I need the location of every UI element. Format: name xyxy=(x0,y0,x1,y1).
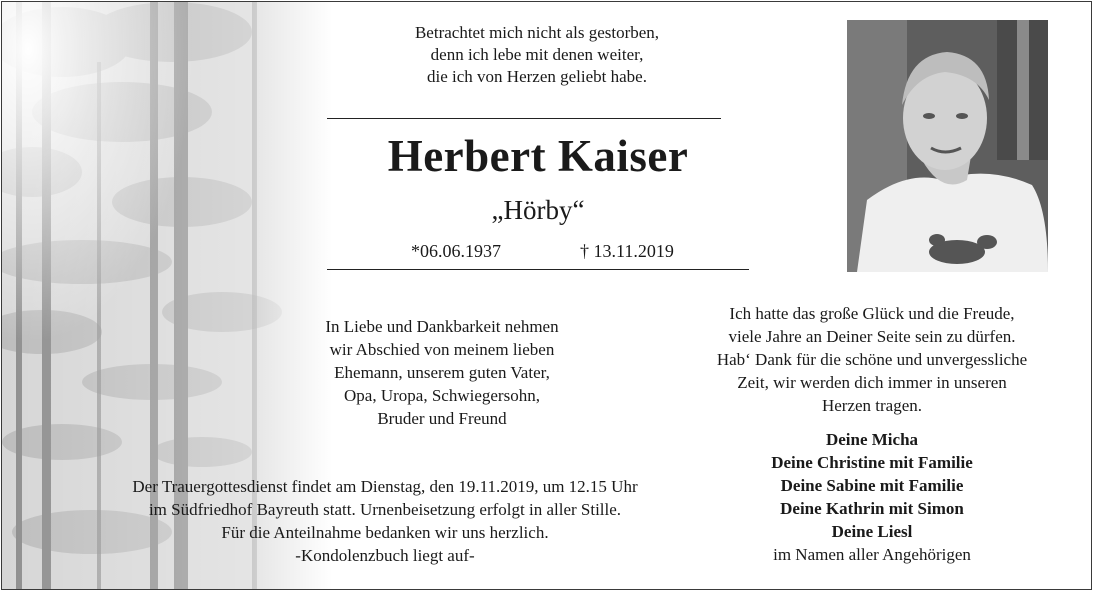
bottom-divider xyxy=(327,269,749,270)
farewell-text xyxy=(272,315,612,430)
mourner-name: Deine Christine mit Familie xyxy=(771,453,973,472)
poem-line: die ich von Herzen geliebt habe. xyxy=(427,67,647,86)
death-date: † 13.11.2019 xyxy=(580,241,674,261)
birth-date: *06.06.1937 xyxy=(411,241,501,261)
mourner-name: Deine Micha xyxy=(825,430,919,449)
gratitude-line: viele Jahre an Deiner Seite sein zu dürfen. xyxy=(728,327,1016,346)
service-info xyxy=(60,475,710,567)
gratitude-text xyxy=(667,302,1077,417)
mourner-name: Deine Sabine mit Familie xyxy=(780,476,964,495)
farewell-line: In Liebe und Dankbarkeit nehmen xyxy=(325,317,559,336)
poem-line: Betrachtet mich nicht als gestorben, xyxy=(414,23,660,42)
nickname: „Hörby“ xyxy=(491,195,585,225)
mourner-name: Deine Liesl xyxy=(831,522,913,541)
service-line: im Südfriedhof Bayreuth statt. Urnenbeisetzung erfolgt in aller Stille. xyxy=(148,500,622,519)
gratitude-line: Herzen tragen. xyxy=(821,396,923,415)
gratitude-line: Zeit, wir werden dich immer in unseren xyxy=(737,373,1007,392)
signoff: im Namen aller Angehörigen xyxy=(773,545,971,564)
farewell-line: Ehemann, unserem guten Vater, xyxy=(334,363,550,382)
service-line: Für die Anteilnahme bedanken wir uns herzlich. xyxy=(221,523,549,542)
farewell-line: Opa, Uropa, Schwiegersohn, xyxy=(344,386,540,405)
gratitude-line: Hab‘ Dank für die schöne und unvergessliche xyxy=(716,350,1028,369)
service-line: Der Trauergottesdienst findet am Dienstag, den 19.11.2019, um 12.15 Uhr xyxy=(132,477,638,496)
poem-line: denn ich lebe mit denen weiter, xyxy=(430,45,644,64)
obituary-card xyxy=(1,1,1092,590)
farewell-line: wir Abschied von meinem lieben xyxy=(329,340,555,359)
poem xyxy=(337,22,737,88)
mourners-list xyxy=(702,428,1042,566)
mourner-name: Deine Kathrin mit Simon xyxy=(780,499,964,518)
top-divider xyxy=(327,118,721,119)
deceased-name: Herbert Kaiser xyxy=(387,131,689,181)
service-line: -Kondolenzbuch liegt auf- xyxy=(295,546,475,565)
farewell-line: Bruder und Freund xyxy=(377,409,507,428)
gratitude-line: Ich hatte das große Glück und die Freude, xyxy=(729,304,1015,323)
portrait-photo xyxy=(847,20,1048,272)
